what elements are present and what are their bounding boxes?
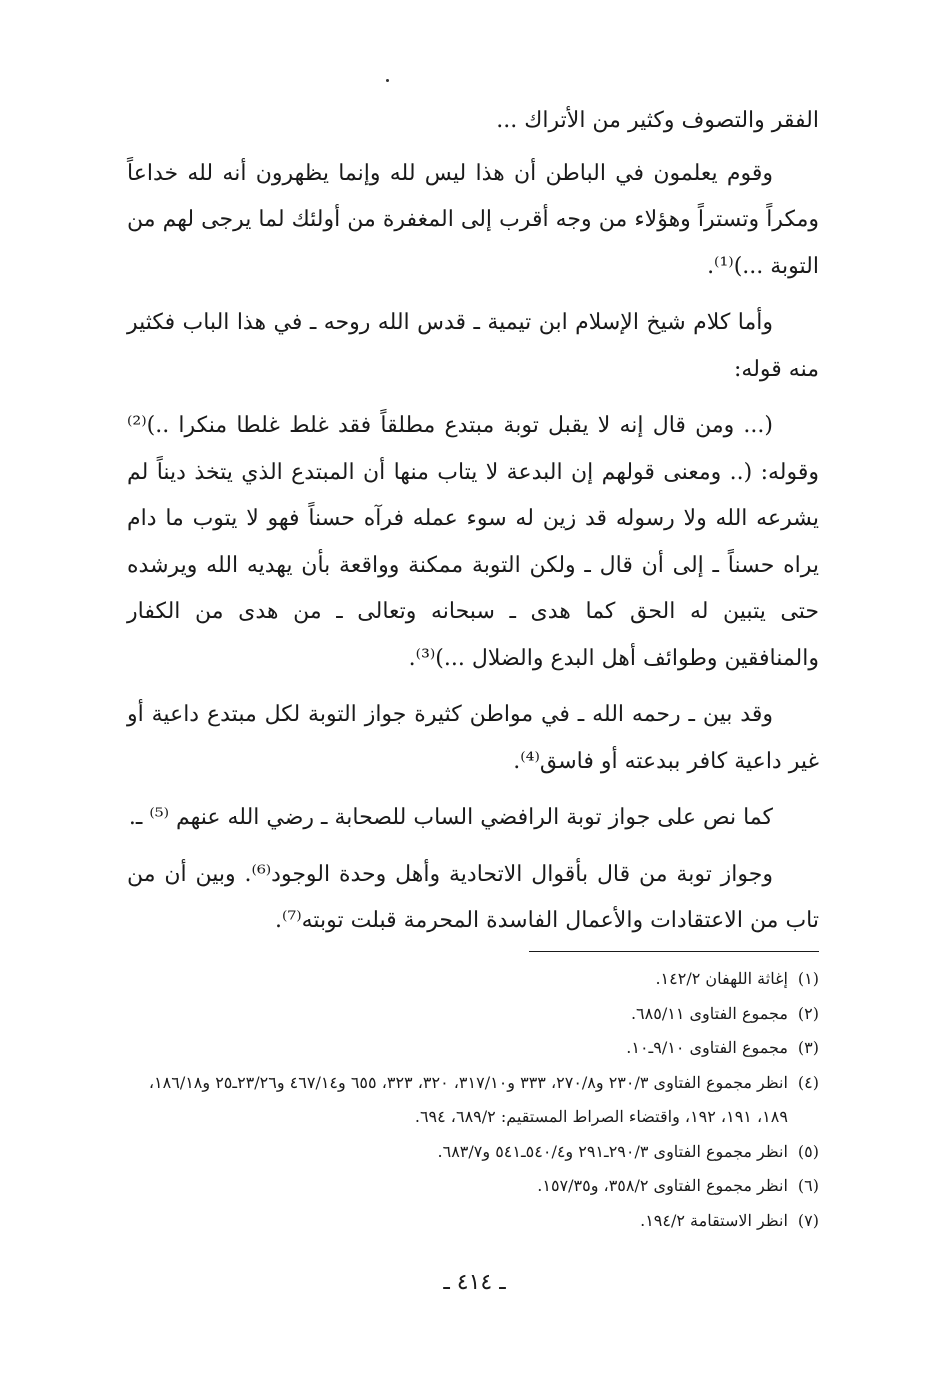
footnote-item [119, 962, 819, 997]
paragraph: كما نص على جواز توبة الرافضي الساب للصحابة ـ رضي الله عنهم ⁽⁵⁾ ـ. [128, 805, 773, 830]
paragraph: وقد بين ـ رحمه الله ـ في مواطن كثيرة جواز التوبة لكل مبتدع داعية أو غير داعية كافر ببدعته أو فاسق⁽⁴⁾. [127, 702, 819, 774]
footnote-text: مجموع الفتاوى ٦٨٥/١١. [630, 1003, 788, 1023]
paragraph: وأما كلام شيخ الإسلام ابن تيمية ـ قدس الله روحه ـ في هذا الباب فكثير منه قوله: [127, 310, 819, 382]
footnote-divider [529, 951, 819, 952]
footnote-item [119, 1031, 819, 1066]
footnote-number: (٤) [797, 1072, 819, 1092]
footnote-text: انظر الاستقامة ١٩٤/٢. [640, 1210, 788, 1230]
paragraph: (... ومن قال إنه لا يقبل توبة مبتدع مطلقاً فقد غلط غلطا منكرا ..)⁽²⁾ وقوله: (.. ومعنى قولهم إن البدعة لا يتاب منها أن المبتدع الذي يتخذ ديناً لم يشرعه الله ولا رسوله قد زين له سوء عمله فرآه حسناً فهو لا يتوب ما دام يراه حسناً ـ إلى أن قال ـ ولكن التوبة ممكنة وواقعة بأن يهديه الله ويرشده حتى يتبين له الحق كما هدى ـ سبحانه وتعالى ـ من هدى من الكفار والمنافقين وطوائف أهل البدع والضلال ...)⁽³⁾. [127, 413, 819, 671]
footnote-number: (٣) [797, 1038, 819, 1057]
footnote-text: انظر مجموع الفتاوى ٢٣٠/٣ و٢٧٠/٨، ٣٣٣ و٣١٧/١٠، ٣٢٠، ٣٢٣، ٦٥٥ و٤٦٧/١٤ و٢٣/٢٦ـ٢٥ و١٨٦/١٨، ١٨٩، ١٩١، ١٩٢، واقتضاء الصراط المستقيم: ٦٨٩/٢، ٦٩٤. [148, 1072, 788, 1126]
footnote-number: (٥) [797, 1141, 819, 1161]
footnote-text: انظر مجموع الفتاوى ٢٩٠/٣ـ٢٩١ و٥٤٠/٤ـ٥٤١ و٦٨٣/٧. [437, 1141, 788, 1161]
footnote-item [119, 997, 819, 1032]
footnote-number: (٧) [797, 1210, 819, 1230]
footnote-item [119, 1135, 819, 1170]
footnote-item [119, 1066, 819, 1135]
ink-dot [386, 79, 389, 82]
footnote-text: إغاثة اللهفان ١٤٢/٢. [655, 969, 788, 988]
paragraph: وجواز توبة من قال بأقوال الاتحادية وأهل وحدة الوجود⁽⁶⁾. وبين أن من تاب من الاعتقادات والأعمال الفاسدة المحرمة قبلت توبته⁽⁷⁾. [127, 861, 819, 933]
main-text-body [127, 98, 819, 955]
footnote-text: مجموع الفتاوى ٩/١٠ـ١٠. [626, 1038, 788, 1057]
footnote-text: انظر مجموع الفتاوى ٣٥٨/٢، و١٥٧/٣٥. [537, 1176, 788, 1195]
footnotes [119, 962, 819, 1238]
paragraph: الفقر والتصوف وكثير من الأتراك ... [496, 108, 819, 133]
page-number: ـ ٤١٤ ـ [443, 1270, 506, 1295]
footnote-item [119, 1204, 819, 1239]
footnote-number: (٦) [797, 1176, 819, 1195]
footnote-number: (٢) [797, 1003, 819, 1023]
footnote-number: (١) [797, 969, 819, 988]
footnote-item [119, 1169, 819, 1204]
paragraph: وقوم يعلمون في الباطن أن هذا ليس لله وإنما يظهرون أنه لله خداعاً ومكراً وتستراً وهؤلاء من وجه أقرب إلى المغفرة من أولئك لما يرجى لهم من التوبة ...)⁽¹⁾. [127, 160, 819, 279]
